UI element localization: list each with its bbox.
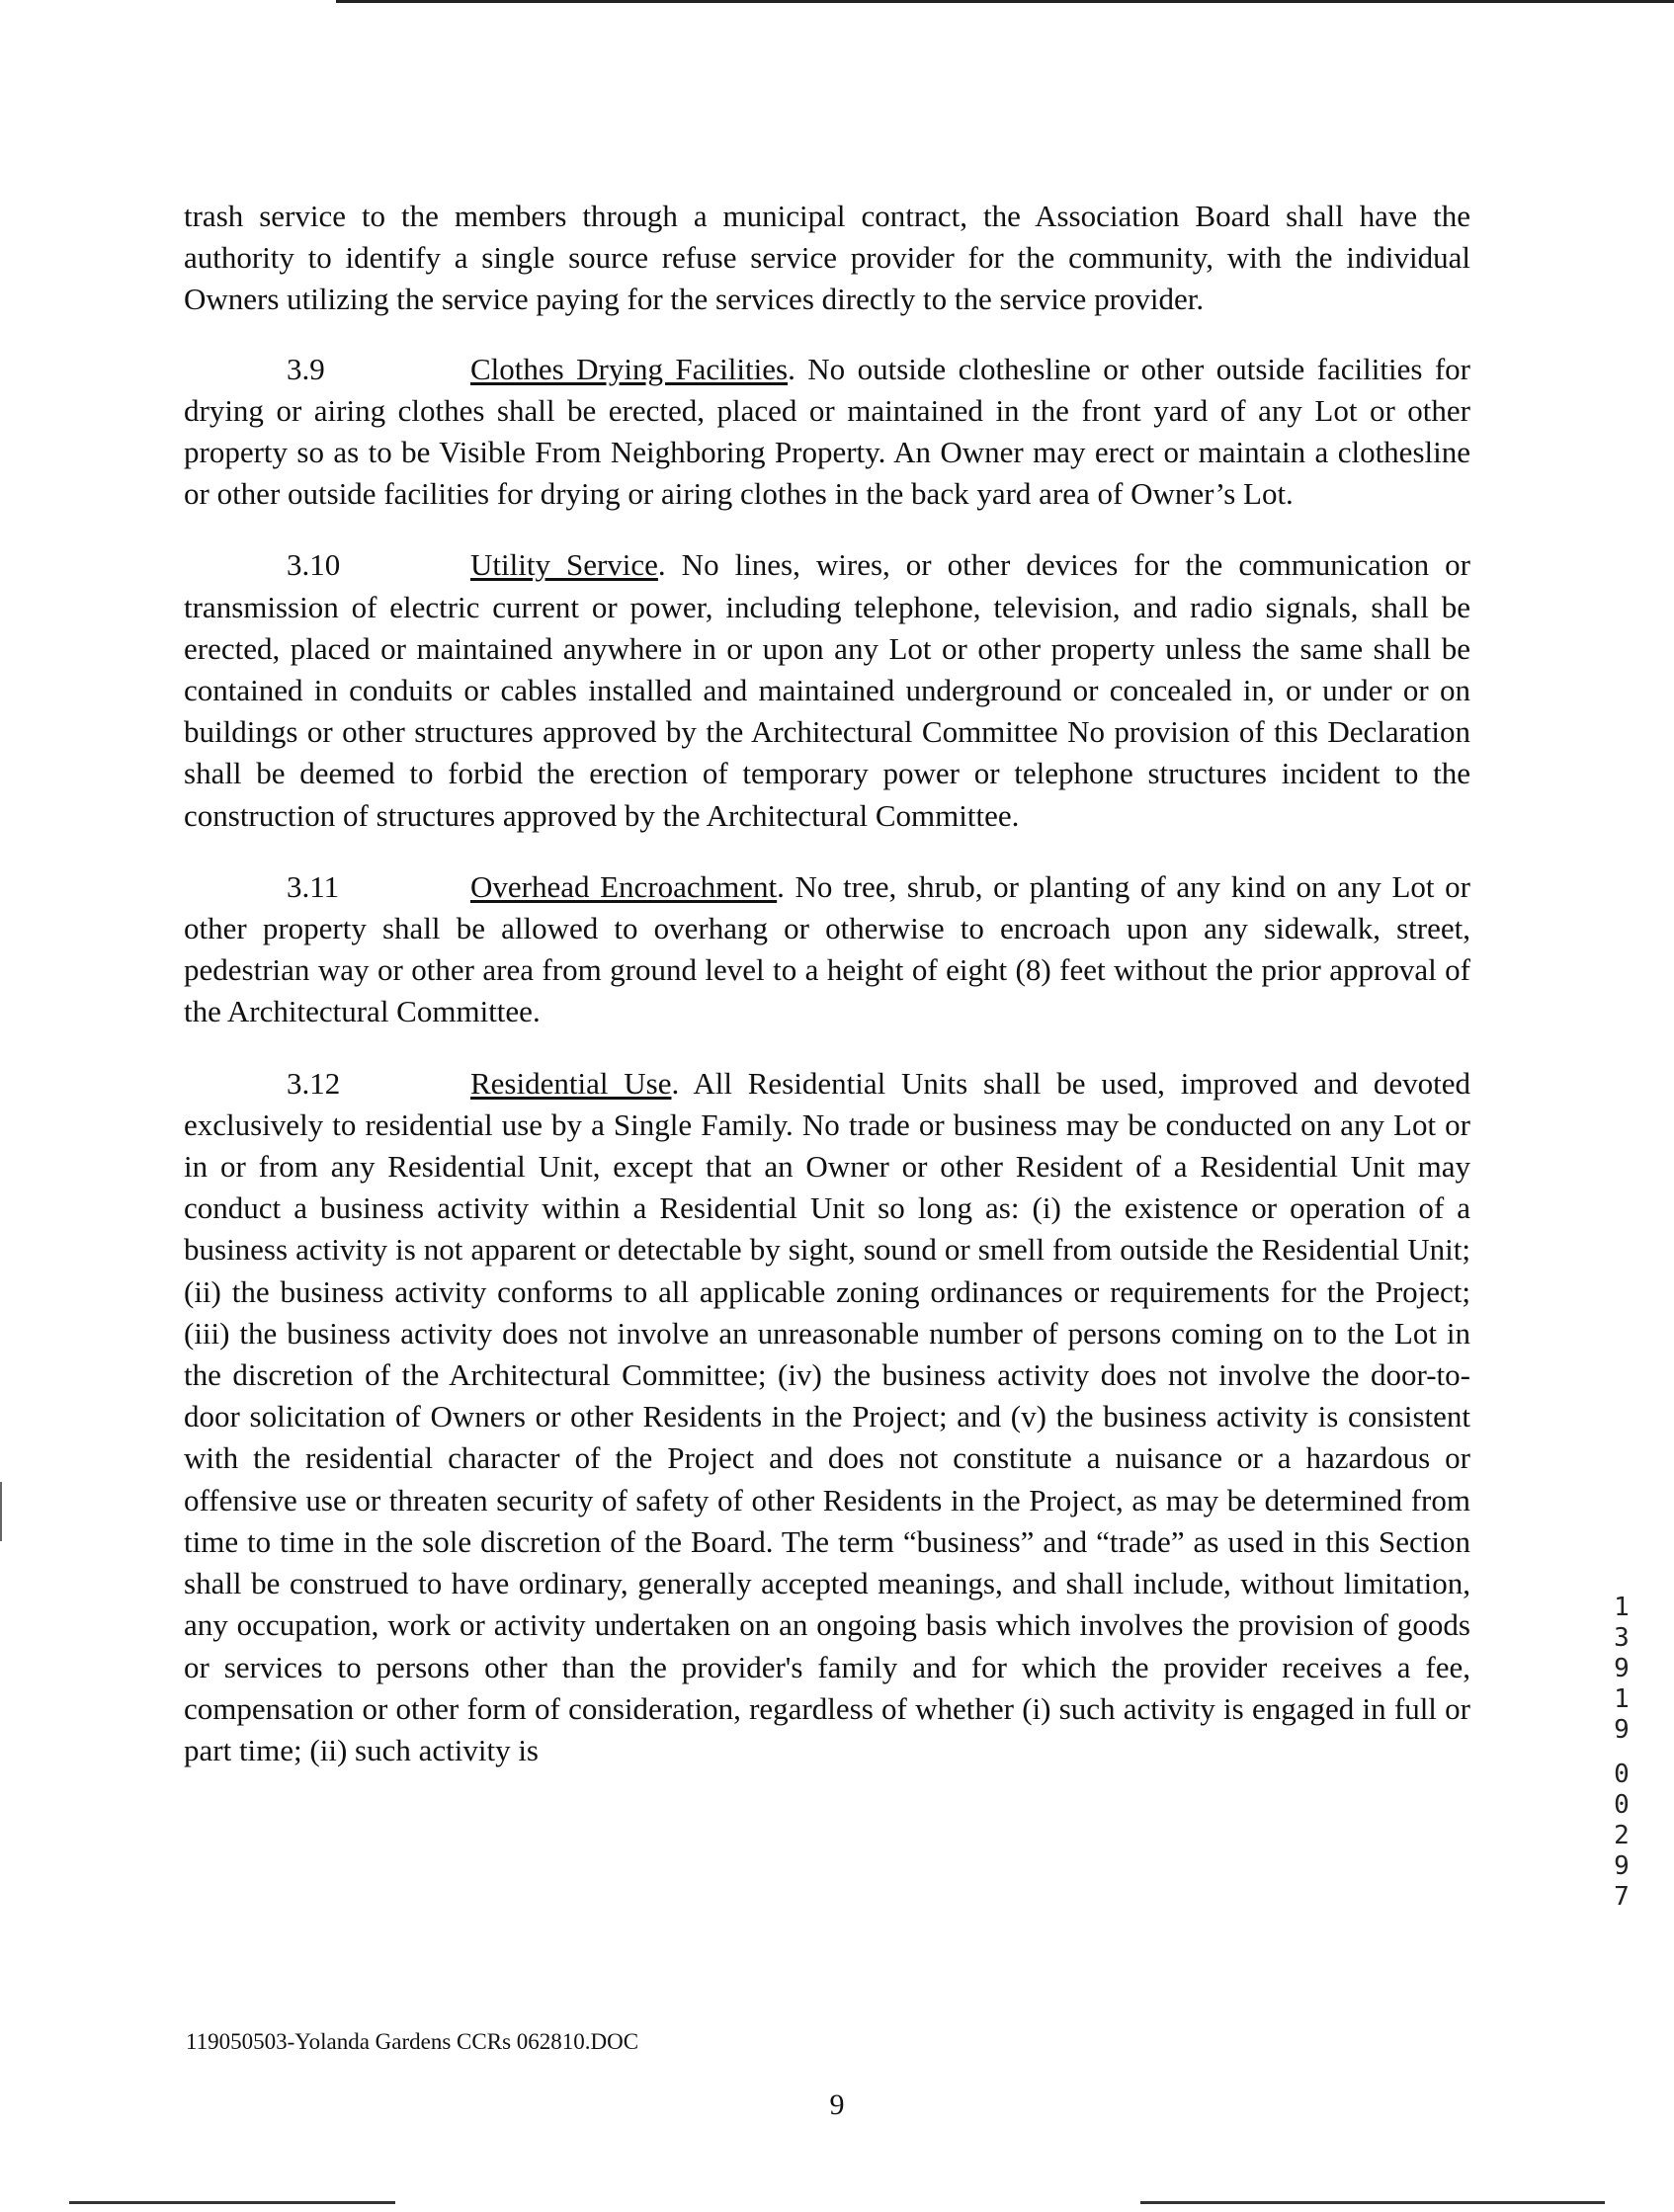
section-3-11: [184, 866, 1470, 1033]
section-number: 3.10: [287, 547, 341, 583]
stamp-digit: 0: [1614, 1790, 1630, 1820]
stamp-digit: 0: [1614, 1760, 1630, 1789]
section-text: . No lines, wires, or other devices for the communication or transmission of electric current or power, including telephone, television, and radio signals, shall be erected, placed or maintained anywhere in or upon any Lot or other property unless the same shall be contained in conduits or cables installed and maintained underground or concealed in, or under or on buildings or other structures approved by the Architectural Committee No provision of this Declaration shall be deemed to forbid the erection of temporary power or telephone structures incident to the construction of structures approved by the Architectural Committee.: [184, 547, 1470, 833]
stamp-digit: 9: [1614, 1654, 1630, 1683]
paragraph-text: trash service to the members through a municipal contract, the Association Board shall have the authority to identify a single source refuse service provider for the community, with the individual Owners utilizing the service paying for the services directly to the service provider.: [184, 199, 1470, 317]
stamp-digit: 9: [1614, 1851, 1630, 1881]
bottom-scan-edge-right: [1140, 2201, 1605, 2204]
section-heading: Clothes Drying Facilities: [470, 351, 789, 386]
recording-stamp: [1609, 1593, 1634, 1913]
bottom-scan-edge-left: [69, 2201, 395, 2204]
stamp-digit: 1: [1614, 1684, 1630, 1714]
left-scan-mark: [0, 1482, 2, 1541]
section-heading: Residential Use: [470, 1065, 672, 1101]
stamp-digit: 9: [1614, 1715, 1630, 1745]
section-text: . No outside clothesline or other outside facilities for drying or airing clothes shall be erected, placed or maintained in the front yard of any Lot or other property so as to be Visible From Neighboring Property. An Owner may erect or maintain a clothesline or other outside facilities for drying or airing clothes in the back yard area of Owner’s Lot.: [184, 351, 1470, 512]
paragraph-continuation: [184, 196, 1470, 321]
section-number: 3.11: [287, 868, 340, 904]
section-heading: Overhead Encroachment: [470, 868, 778, 904]
section-heading: Utility Service: [470, 547, 658, 583]
stamp-gap: [1609, 1746, 1634, 1760]
stamp-digit: 1: [1614, 1593, 1630, 1622]
top-scan-edge: [336, 0, 1674, 3]
section-text: . No tree, shrub, or planting of any kind on any Lot or other property shall be allowed to overhang or otherwise to encroach upon any sidewalk, street, pedestrian way or other area from ground level to a height of eight (8) feet without the prior approval of the Architectural Committee.: [184, 868, 1470, 1029]
section-text: . All Residential Units shall be used, improved and devoted exclusively to residential use by a Single Family. No trade or business may be conducted on any Lot or in or from any Residential Unit, except that an Owner or other Resident of a Residential Unit may conduct a business activity within a Residential Unit so long as: (i) the existence or operation of a business activity is not apparent or detectable by sight, sound or smell from outside the Residential Unit; (ii) the business activity conforms to all applicable zoning ordinances or requirements for the Project; (iii) the business activity does not involve an unreasonable number of persons coming on to the Lot in the discretion of the Architectural Committee; (iv) the business activity does not involve the door-to-door solicitation of Owners or other Residents in the Project; and (v) the business activity is consistent with the residential character of the Project and does not constitute a nuisance or a hazardous or offensive use or threaten security of safety of other Residents in the Project, as may be determined from time to time in the sole discretion of the Board. The term “business” and “trade” as used in this Section shall be construed to have ordinary, generally accepted meanings, and shall include, without limitation, any occupation, work or activity undertaken on an ongoing basis which involves the provision of goods or services to persons other than the provider's family and for which the provider receives a fee, compensation or other form of consideration, regardless of whether (i) such activity is engaged in full or part time; (ii) such activity is: [184, 1065, 1470, 1767]
page-number: 9: [829, 2089, 845, 2121]
section-number: 3.9: [287, 351, 325, 386]
stamp-digit: 7: [1614, 1882, 1630, 1912]
stamp-digit: 3: [1614, 1623, 1630, 1653]
stamp-digit: 2: [1614, 1821, 1630, 1850]
section-3-12: [184, 1063, 1470, 1771]
section-3-10: [184, 544, 1470, 836]
section-number: 3.12: [287, 1065, 341, 1101]
document-body: [184, 196, 1470, 1801]
section-3-9: [184, 349, 1470, 516]
footer-filename: 119050503-Yolanda Gardens CCRs 062810.DOC: [186, 2029, 639, 2054]
